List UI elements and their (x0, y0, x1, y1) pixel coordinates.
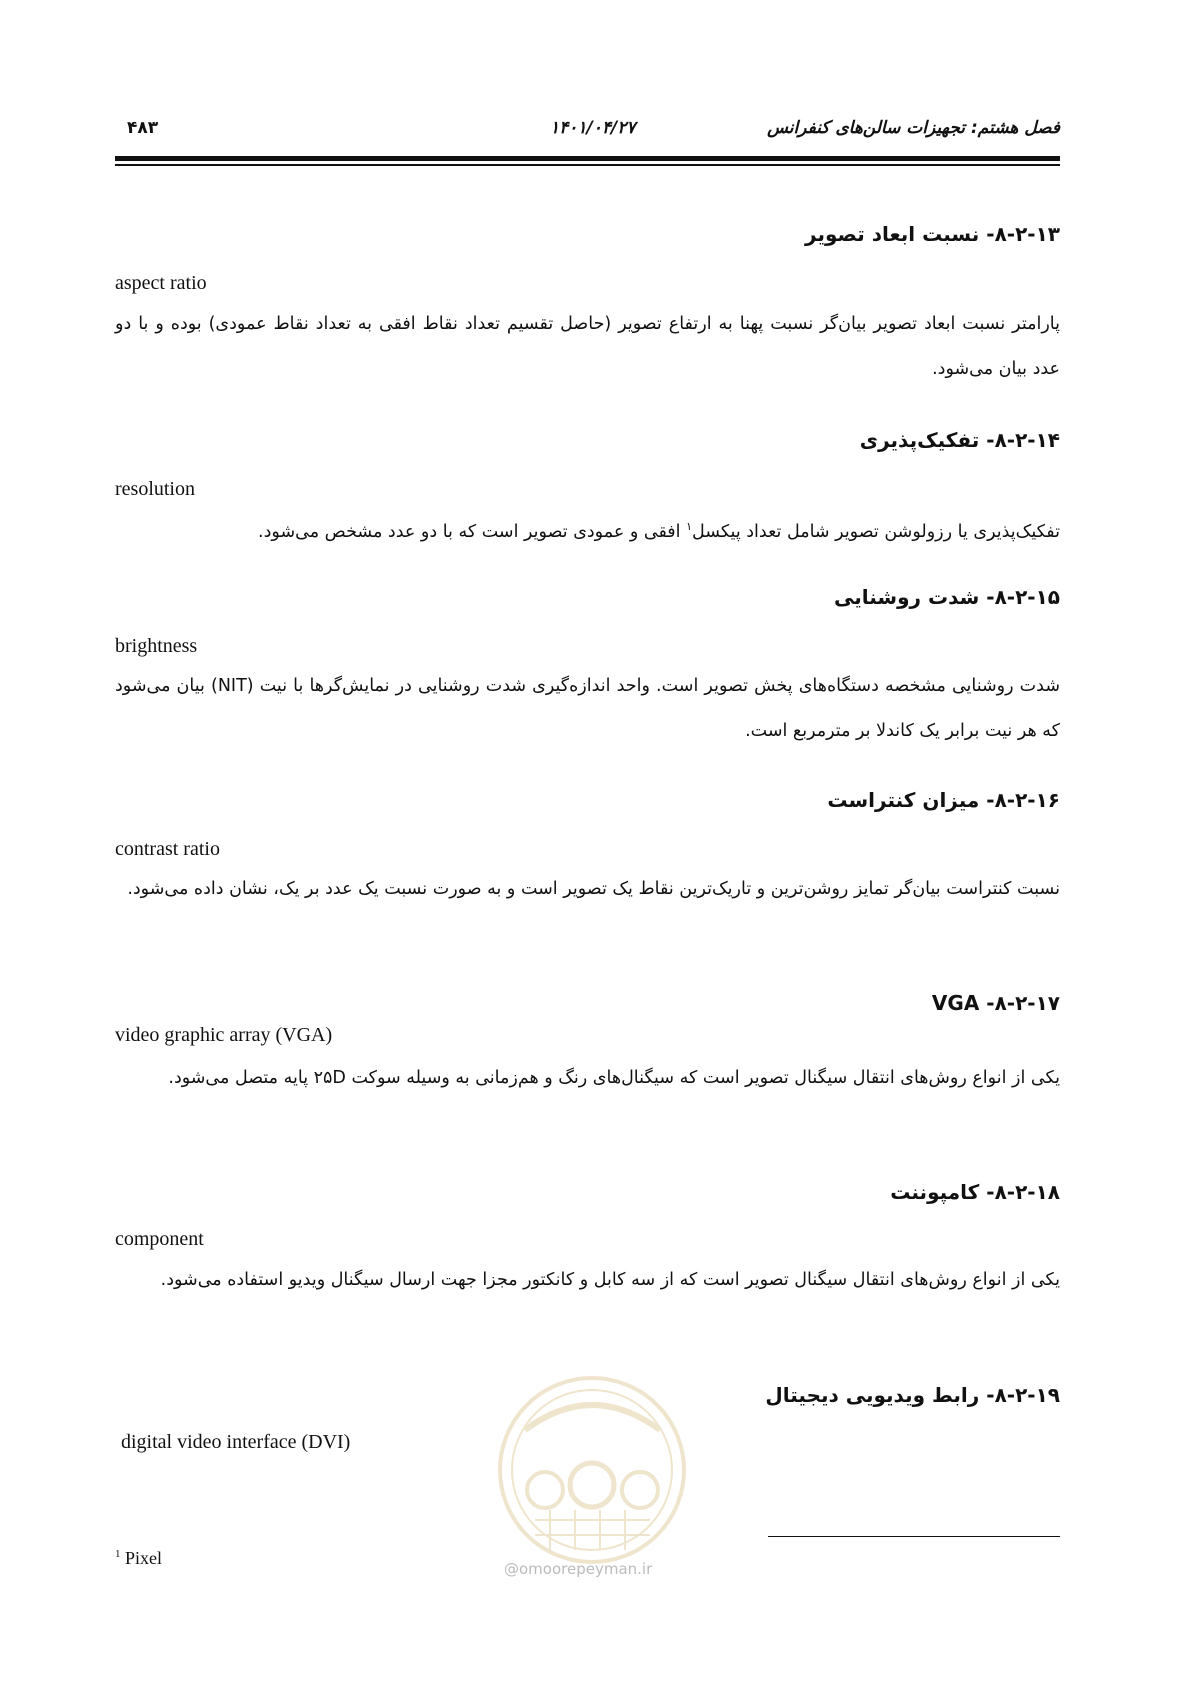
chapter-title: فصل هشتم: تجهیزات سالن‌های کنفرانس (767, 118, 1060, 138)
english-term-brightness: brightness (115, 635, 198, 657)
english-term-dvi: digital video interface (DVI) (121, 1431, 351, 1453)
section-heading-15: ۸-۲-۱۵- شدت روشنایی (833, 585, 1060, 609)
header-rule-thick (115, 156, 1060, 161)
section-heading-19: ۸-۲-۱۹- رابط ویدیویی دیجیتال (765, 1383, 1060, 1407)
page-header (115, 118, 1060, 148)
paragraph-14-text-b: افقی و عمودی تصویر است که با دو عدد مشخص می‌شود. (258, 521, 687, 542)
footnote-reference-mark: ۱ (686, 520, 693, 533)
section-heading-16: ۸-۲-۱۶- میزان کنتراست (827, 788, 1060, 812)
section-paragraph-17: یکی از انواع روش‌های انتقال سیگنال تصویر است که سیگنال‌های رنگ و هم‌زمانی به وسیله سوکت ۲۵D پایه متصل می‌شود. (168, 1068, 1060, 1088)
english-term-vga: video graphic array (VGA) (115, 1024, 333, 1046)
section-paragraph-13: پارامتر نسبت ابعاد تصویر بیان‌گر نسبت پهنا به ارتفاع تصویر (حاصل تقسیم تعداد نقاط افقی به تعداد نقاط عمودی) بوده و با دو عدد بیان می‌شود. (115, 314, 1060, 379)
english-term-aspect-ratio: aspect ratio (115, 272, 207, 294)
section-heading-17: ۸-۲-۱۷- VGA (931, 991, 1060, 1015)
section-paragraph-14 (115, 504, 1060, 555)
english-term-resolution: resolution (115, 478, 195, 500)
footnote-text: Pixel (125, 1548, 163, 1568)
section-paragraph-18: یکی از انواع روش‌های انتقال سیگنال تصویر است که از سه کابل و کانکتور مجزا جهت ارسال سیگنال ویدیو استفاده می‌شود. (160, 1270, 1060, 1290)
paragraph-14-text-a: تفکیک‌پذیری یا رزولوشن تصویر شامل تعداد پیکسل (692, 521, 1060, 542)
header-rule-thin (115, 164, 1060, 166)
footnote-separator (768, 1536, 1060, 1537)
section-paragraph-16: نسبت کنتراست بیان‌گر تمایز روشن‌ترین و تاریک‌ترین نقاط یک تصویر است و به صورت نسبت یک عدد بر یک، نشان داده می‌شود. (127, 879, 1060, 899)
section-paragraph-15: شدت روشنایی مشخصه دستگاه‌های پخش تصویر است. واحد اندازه‌گیری شدت روشنایی در نمایش‌گرها با نیت (NIT) بیان می‌شود که هر نیت برابر یک کاندلا بر مترمربع است. (115, 676, 1061, 741)
page-number: ۴۸۳ (127, 118, 159, 138)
watermark-logo-icon (485, 1370, 700, 1570)
english-term-component: component (115, 1228, 204, 1250)
english-term-contrast-ratio: contrast ratio (115, 838, 220, 860)
watermark-url: @omoorepeyman.ir (504, 1560, 653, 1578)
footnote (115, 1548, 162, 1569)
section-heading-13: ۸-۲-۱۳- نسبت ابعاد تصویر (805, 222, 1060, 246)
header-date: ۱۴۰۱/۰۴/۲۷ (550, 118, 636, 138)
section-heading-18: ۸-۲-۱۸- کامپوننت (890, 1180, 1060, 1204)
section-heading-14: ۸-۲-۱۴- تفکیک‌پذیری (859, 428, 1060, 452)
footnote-mark: 1 (115, 1548, 121, 1560)
